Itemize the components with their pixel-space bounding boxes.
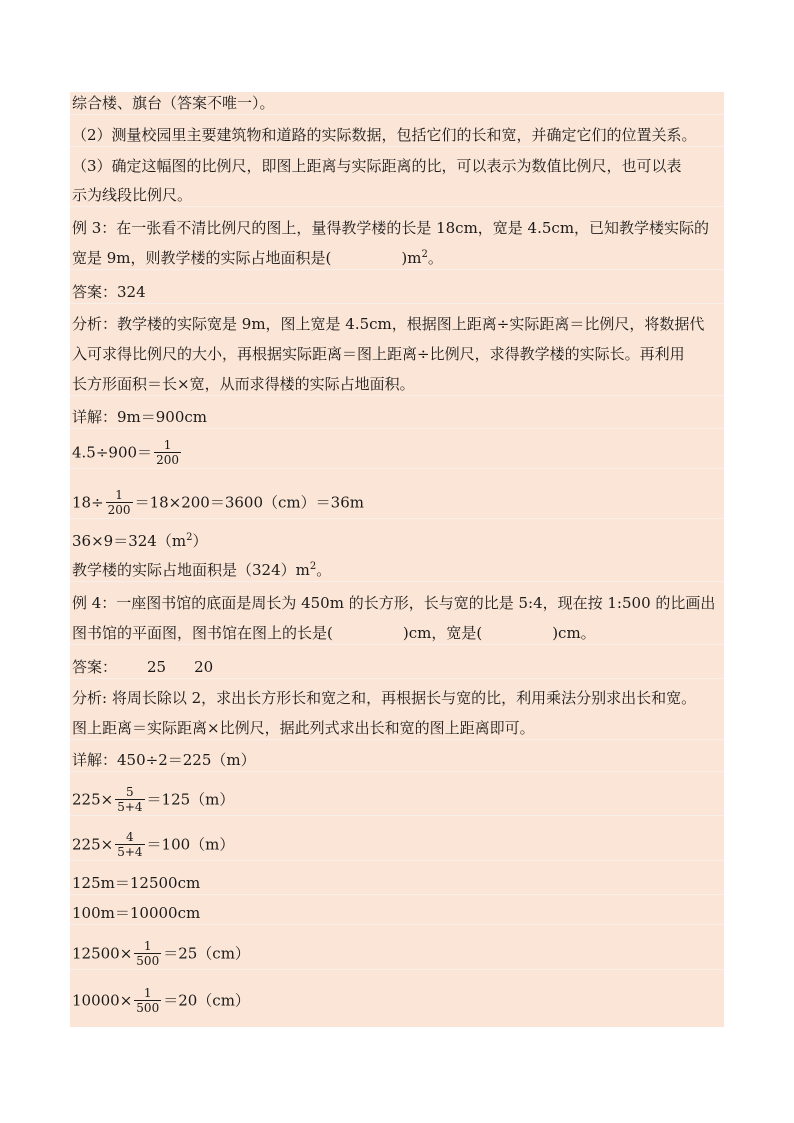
line-text: 答案： [72,658,118,676]
line-text: ＝100（m） [146,835,235,854]
example-3-analysis-3 [70,373,724,396]
fraction [154,438,181,467]
example-4-question-line-2 [70,622,724,645]
line-text: 示为线段比例尺。 [72,186,193,204]
fraction [134,939,161,968]
example-4-detail-1 [70,749,724,772]
line-text: 分析：教学楼的实际宽是 9m，图上宽是 4.5cm，根据图上距离÷实际距离＝比例尺，将数据代 [72,315,705,333]
text-line [70,155,724,177]
example-3-analysis-2 [70,343,724,365]
denominator: 5+4 [117,845,143,859]
numerator: 1 [143,939,152,953]
text-line [70,124,724,147]
line-text: 125m＝12500cm [72,874,201,892]
denominator: 200 [156,453,179,467]
fraction [115,785,144,814]
example-3-question-line-2 [70,247,724,270]
line-text: 长方形面积＝长×宽，从而求得楼的实际占地面积。 [72,375,415,393]
example-3-answer [70,281,724,304]
text-line [70,184,724,207]
example-3-detail-2 [70,439,724,469]
line-text: 综合楼、旗台（答案不唯一）。 [72,94,275,112]
example-4-analysis-1 [70,687,724,709]
line-text: 教学楼的实际占地面积是（324）m [72,561,310,579]
text-line [70,92,724,115]
example-4-question-line-1 [70,592,724,614]
line-text: 分析: 将周长除以 2，求出长方形长和宽之和，再根据长与宽的比，利用乘法分别求出长和宽。 [72,689,697,707]
line-text: 宽是 9m，则教学楼的实际占地面积是( [72,249,332,267]
numerator: 1 [163,438,172,452]
example-4-detail-2 [70,786,724,816]
example-4-detail-6 [70,940,724,970]
line-text: 例 4：一座图书馆的底面是周长为 450m 的长方形，长与宽的比是 5:4，现在按 1:500 的比画出 [72,594,716,612]
example-4-detail-5 [70,902,724,925]
superscript: 2 [421,249,428,260]
example-3-analysis-1 [70,313,724,335]
example-4-detail-7 [70,987,724,1016]
line-text: 225× [72,790,114,809]
answer-value: 25 [147,658,167,676]
line-text: ＝25（cm） [163,944,250,963]
line-text: （3）确定这幅图的比例尺，即图上距离与实际距离的比，可以表示为数值比例尺，也可以表 [72,157,682,175]
line-text: 225× [72,835,114,854]
fraction [115,830,144,859]
line-text: ） [192,532,208,550]
denominator: 200 [107,503,131,517]
numerator: 4 [126,830,134,844]
denominator: 500 [136,954,160,968]
line-text: 图书馆的平面图，图书馆在图上的长是( [72,624,333,642]
line-text: 入可求得比例尺的大小，再根据实际距离＝图上距离÷比例尺，求得教学楼的实际长。再利用 [72,345,685,363]
fraction [134,986,161,1015]
numerator: 1 [115,488,123,502]
line-text: 。 [316,561,332,579]
example-4-detail-4 [70,872,724,895]
denominator: 5+4 [117,800,143,814]
example-4-answer [70,656,724,679]
example-4-analysis-2 [70,717,724,740]
example-3-question-line-1 [70,217,724,239]
answer-value: 20 [194,658,214,676]
example-3-detail-1 [70,406,724,429]
line-text: 详解：9m＝900cm [72,408,208,426]
line-text: ＝125（m） [146,790,235,809]
example-3-conclusion [70,559,724,582]
example-3-detail-4 [70,530,724,552]
line-text: ＝18×200＝3600（cm）＝36m [134,493,364,512]
fraction [106,488,133,517]
line-text: 100m＝10000cm [72,904,201,922]
line-text: 详解：450÷2＝225（m） [72,751,256,769]
superscript: 2 [186,532,193,543]
example-3-detail-3 [70,489,724,519]
line-text: ＝20（cm） [163,991,250,1010]
line-text: 例 3：在一张看不清比例尺的图上，量得教学楼的长是 18cm，宽是 4.5cm，已知教学楼实际的 [72,219,710,237]
line-text: （2）测量校园里主要建筑物和道路的实际数据，包括它们的长和宽，并确定它们的位置关系。 [72,126,697,144]
line-text: 36×9＝324（m [72,532,187,550]
denominator: 500 [136,1001,160,1015]
line-text: )m [401,249,422,267]
line-text: )cm，宽是( [402,624,483,642]
superscript: 2 [309,561,317,572]
line-text: 4.5÷900＝ [72,443,153,462]
example-4-detail-3 [70,831,724,861]
line-text: 18÷ [72,493,104,512]
numerator: 1 [143,986,152,1000]
line-text: 图上距离＝实际距离×比例尺，据此列式求出长和宽的图上距离即可。 [72,719,535,737]
line-text: 10000× [72,991,133,1010]
line-text: 答案：324 [72,283,146,301]
line-text: 12500× [72,944,133,963]
line-text: )cm。 [552,624,596,642]
line-text: 。 [427,249,443,267]
numerator: 5 [126,785,134,799]
answer-sheet [70,92,724,1027]
